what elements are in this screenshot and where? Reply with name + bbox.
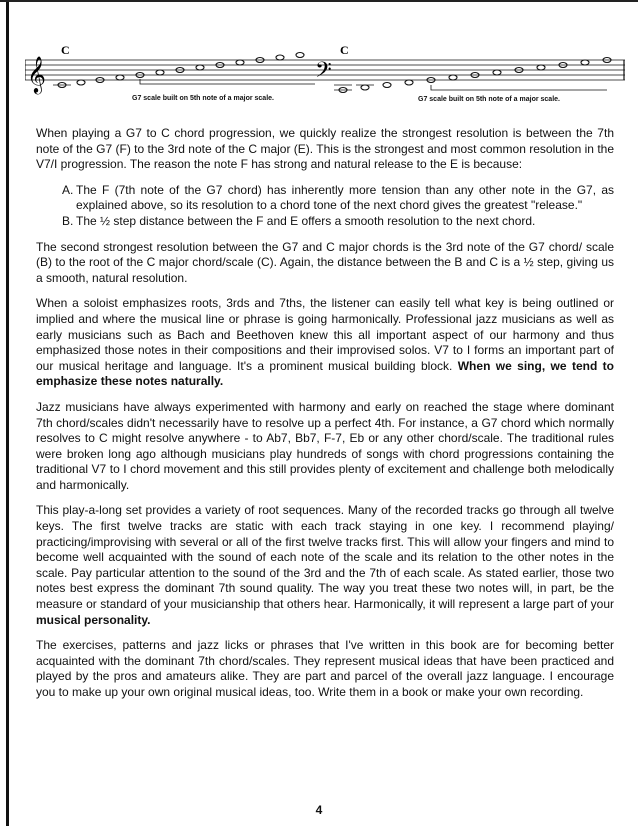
list-item (62, 214, 614, 230)
music-caption-right: G7 scale built on 5th note of a major scale. (418, 96, 560, 103)
list-marker: A. (62, 182, 74, 197)
paragraph-intro: When playing a G7 to C chord progression, we quickly realize the strongest resolution is between the 7th note of the G7 (F) to the 3rd note of the C major (E). This is the strongest and most common resolution in the V7/I progression. The reason the note F has strong and natural release to the E is because: (36, 126, 614, 172)
list-item-text: The F (7th note of the G7 chord) has inherently more tension than any other note in the G7, as explained above, so its resolution to a chord tone of the next chord gives the greatest "release." (76, 182, 614, 213)
scale-brackets (140, 79, 607, 90)
paragraph-second-resolution: The second strongest resolution between the G7 and C major chords is the 3rd note of the G7 chord/ scale (B) to the root of the C major chord/scale (C). Again, the distance between the B and C is a ½ step, giving us a smooth, natural resolution. (36, 239, 614, 285)
list-marker: B. (62, 213, 74, 228)
page-top-border (0, 0, 638, 2)
chord-symbol-left: C (61, 43, 70, 57)
body-text (36, 126, 614, 711)
music-caption-left: G7 scale built on 5th note of a major scale. (132, 95, 274, 102)
paragraph-play-a-long-text: This play-a-long set provides a variety of root sequences. Many of the recorded tracks go through all twelve keys. The first twelve tracks are static with each track staying in one key. I recommend playing/ practicing/improvising with several or all of the first twelve tracks first. This will allow your fingers and mind to become well acquainted with the sound of each note of the scale and its relation to the other notes in the scale. Pay particular attention to the sound of the 3rd and the 7th of each scale. As stated earlier, those two notes best express the dominant 7th sound quality. The way you treat these two notes will, in part, be the measure or standard of your musicianship that others hear. Harmonically, it will represent a large part of your (36, 503, 614, 612)
paragraph-play-a-long-bold: musical personality. (36, 612, 151, 627)
list-item (62, 183, 614, 214)
paragraph-soloist-bold: When we sing, we tend to emphasize these notes naturally. (36, 358, 614, 389)
paragraph-play-a-long (36, 503, 614, 628)
chord-symbol-right: C (340, 43, 349, 57)
page-number: 4 (315, 803, 323, 817)
bass-clef-icon: 𝄢 (315, 58, 332, 88)
paragraph-jazz-musicians: Jazz musicians have always experimented with harmony and early on reached the stage where dominant 7th chord/scales didn't necessarily have to resolve up a perfect 4th. For instance, a G7 chord which normally resolves to C might resolve anywhere - to Ab7, Bb7, F-7, Eb or any other chord/scale. The traditional rules were broken long ago although musicians play hundreds of songs with chord progressions containing the traditional V7 to I chord movement and this still provides plenty of excitement and challenge both melodically and harmonically. (36, 399, 614, 492)
list-item-text: The ½ step distance between the F and E offers a smooth resolution to the next chord. (76, 213, 536, 228)
treble-clef-icon: 𝄞 (27, 55, 46, 93)
paragraph-soloist-text: When a soloist emphasizes roots, 3rds and 7ths, the listener can easily tell what key is being outlined or implied and where the musical line or phrase is going harmonically. Professional jazz musicians as well as early musicians such as Bach and Beethoven knew this all important aspect of our harmony and thus emphasized those notes in their compositions and their improvised solos. V7 to I forms an important part of our musical heritage and language. It's a prominent musical building block. (36, 296, 614, 373)
reasons-list (36, 183, 614, 230)
paragraph-exercises: The exercises, patterns and jazz licks or phrases that I've written in this book are for becoming better acquainted with the dominant 7th chord/scales. They represent musical ideas that have been practiced and played by the pros and amateurs alike. They are part and parcel of the overall jazz language. I encourage you to make up your own original musical ideas, too. Write them in a book or make your own recording. (36, 638, 614, 699)
page-left-border (6, 2, 9, 826)
paragraph-soloist (36, 296, 614, 390)
